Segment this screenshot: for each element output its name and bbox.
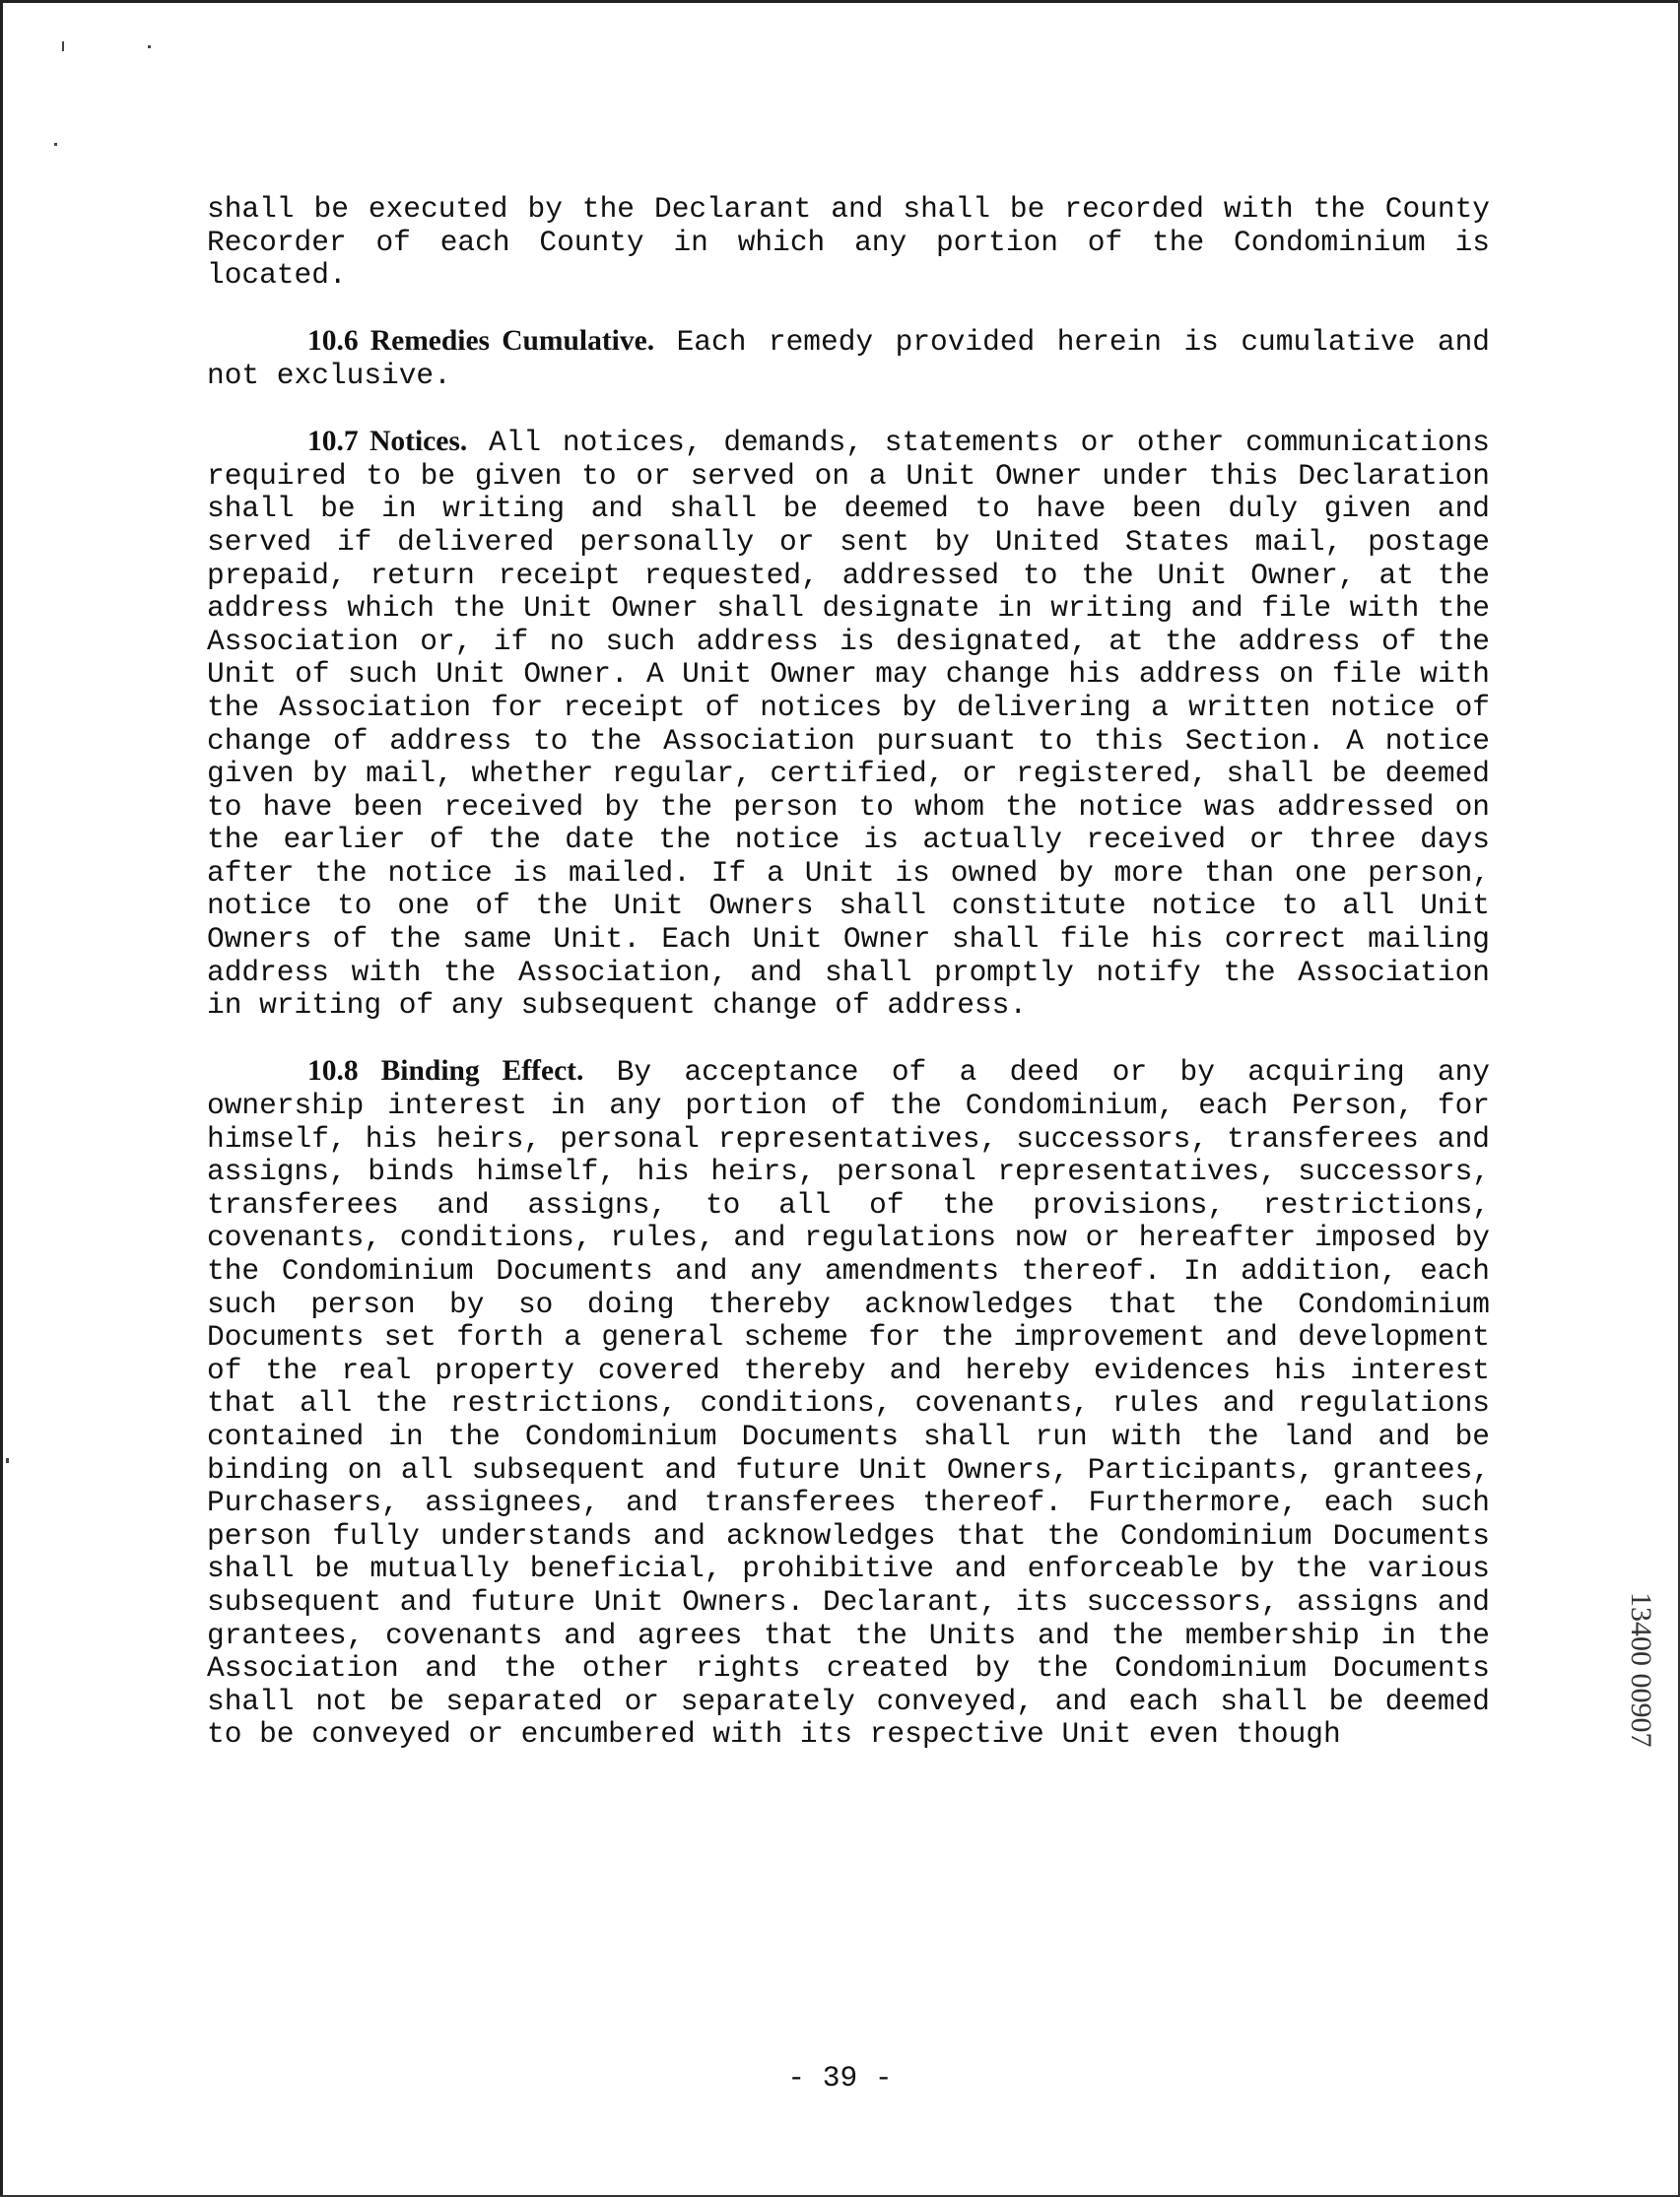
scan-speck xyxy=(62,41,64,51)
section-heading: 10.7 Notices. xyxy=(307,426,468,458)
section-10-8 xyxy=(207,1055,1490,1751)
section-body: All notices, demands, statements or other communications required to be given to or served on a Unit Owner under this Declaration shall be in writing and shall be deemed to have been duly given and served if delivered personally or sent by United States mail, postage prepaid, return receipt requested, addressed to the Unit Owner, at the address which the Unit Owner shall designate in writing and file with the Association or, if no such address is designated, at the address of the Unit of such Unit Owner. A Unit Owner may change his address on file with the Association for receipt of notices by delivering a written notice of change of address to the Association pursuant to this Section. A notice given by mail, whether regular, certified, or registered, shall be deemed to have been received by the person to whom the notice was addressed on the earlier of the date the notice is actually received or three days after the notice is mailed. If a Unit is owned by more than one person, notice to one of the Unit Owners shall constitute notice to all Unit Owners of the same Unit. Each Unit Owner shall file his correct mailing address with the Association, and shall promptly notify the Association in writing of any subsequent change of address. xyxy=(207,426,1490,1023)
section-heading: 10.8 Binding Effect. xyxy=(307,1055,584,1088)
margin-document-number: 13400 00907 xyxy=(1625,1592,1657,1748)
scan-border-left xyxy=(0,0,3,2197)
scan-border-top xyxy=(0,0,1680,3)
scan-speck xyxy=(54,143,57,146)
section-body: By acceptance of a deed or by acquiring any ownership interest in any portion of the Condominium, each Person, for himself, his heirs, personal representatives, successors, transferees and assigns, binds himself, his heirs, personal representatives, successors, transferees and assigns, to all of the provisions, restrictions, covenants, conditions, rules, and regulations now or hereafter imposed by the Condominium Documents and any amendments thereof. In addition, each such person by so doing thereby acknowledges that the Condominium Documents set forth a general scheme for the improvement and development of the real property covered thereby and hereby evidences his interest that all the restrictions, conditions, covenants, rules and regulations contained in the Condominium Documents shall run with the land and be binding on all subsequent and future Unit Owners, Participants, grantees, Purchasers, assignees, and transferees thereof. Furthermore, each such person fully understands and acknowledges that the Condominium Documents shall be mutually beneficial, prohibitive and enforceable by the various subsequent and future Unit Owners. Declarant, its successors, assigns and grantees, covenants and agrees that the Units and the membership in the Association and the other rights created by the Condominium Documents shall not be separated or separately conveyed, and each shall be deemed to be conveyed or encumbered with its respective Unit even though xyxy=(207,1055,1490,1752)
section-10-7 xyxy=(207,426,1490,1023)
document-page xyxy=(207,193,1490,1785)
page-number: - 39 - xyxy=(787,2061,893,2095)
scan-speck xyxy=(6,1458,9,1463)
scan-speck xyxy=(148,45,151,48)
section-body: Each remedy provided herein is cumulative and not exclusive. xyxy=(207,325,1490,392)
intro-paragraph: shall be executed by the Declarant and shall be recorded with the County Recorder of each County in which any portion of the Condominium is located. xyxy=(207,192,1490,293)
section-heading: 10.6 Remedies Cumulative. xyxy=(307,325,655,358)
section-10-6 xyxy=(207,325,1490,392)
